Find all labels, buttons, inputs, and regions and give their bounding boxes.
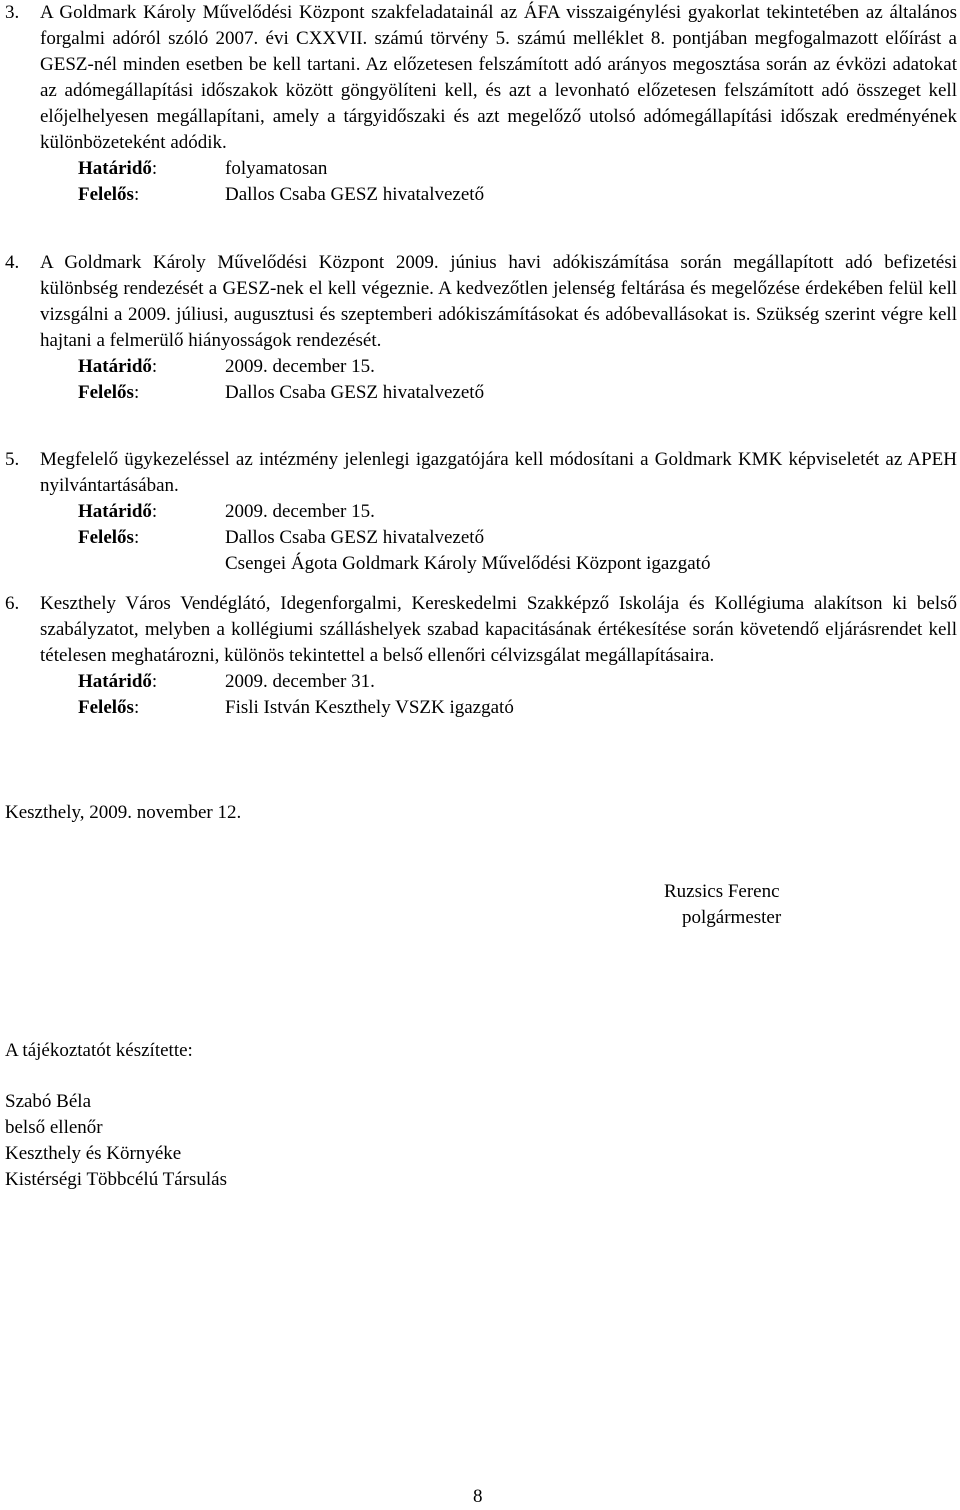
item-number: 6. — [5, 593, 20, 614]
responsible-label: Felelős — [78, 697, 134, 718]
deadline-label: Határidő — [78, 501, 152, 522]
item-6 — [5, 591, 957, 721]
item-number: 3. — [5, 2, 20, 23]
preparer-org-line2: Kistérségi Többcélú Társulás — [5, 1169, 227, 1190]
responsible-label: Felelős — [78, 382, 134, 403]
deadline-colon: : — [151, 671, 158, 692]
responsible-colon: : — [133, 697, 140, 718]
deadline-value: folyamatosan — [225, 158, 328, 179]
signature-name: Ruzsics Ferenc — [664, 881, 780, 902]
preparer-name: Szabó Béla — [5, 1091, 92, 1112]
deadline-value: 2009. december 31. — [225, 671, 375, 692]
deadline-colon: : — [151, 158, 158, 179]
item-5 — [5, 447, 957, 577]
responsible-value: Fisli István Keszthely VSZK igazgató — [225, 697, 514, 718]
item-number: 4. — [5, 252, 20, 273]
item-paragraph: Megfelelő ügykezeléssel az intézmény jelenlegi igazgatójára kell módosítani a Goldmark KMK képviseletét az APEH nyilvántartásában. — [40, 449, 957, 496]
deadline-colon: : — [151, 501, 158, 522]
responsible-colon: : — [133, 527, 140, 548]
item-4 — [5, 250, 957, 406]
deadline-label: Határidő — [78, 158, 152, 179]
responsible-label: Felelős — [78, 527, 134, 548]
preparer-role: belső ellenőr — [5, 1117, 103, 1138]
deadline-value: 2009. december 15. — [225, 356, 375, 377]
responsible-value: Dallos Csaba GESZ hivatalvezető — [225, 527, 485, 548]
item-paragraph: A Goldmark Károly Művelődési Központ 2009. június havi adókiszámítása során megállapított adó befizetési különbség rendezését a GESZ-nek el kell végeznie. A kedvezőtlen jelenség feltárása és megelőzése érdekében felül kell vizsgálni a 2009. júliusi, augusztusi és szeptemberi adókiszámításokat és adóbevallásokat is. Szükség szerint végre kell hajtani a felmerülő hiányosságok rendezését. — [40, 252, 957, 351]
responsible-extra: Csengei Ágota Goldmark Károly Művelődési Központ igazgató — [225, 553, 711, 574]
place-date: Keszthely, 2009. november 12. — [5, 802, 242, 823]
item-number: 5. — [5, 449, 20, 470]
deadline-value: 2009. december 15. — [225, 501, 375, 522]
responsible-label: Felelős — [78, 184, 134, 205]
signature-title: polgármester — [682, 907, 782, 928]
prepared-label: A tájékoztatót készítette: — [5, 1040, 193, 1061]
deadline-colon: : — [151, 356, 158, 377]
item-paragraph: Keszthely Város Vendéglátó, Idegenforgalmi, Kereskedelmi Szakképző Iskolája és Kollégiuma alakítson ki belső szabályzatot, melyben a kollégiumi szálláshelyek szabad kapacitásának értékesítése során követendő eljárásrendet kell tételesen meghatározni, különös tekintettel a belső ellenőri célvizsgálat megállapításaira. — [40, 593, 957, 666]
item-3 — [5, 0, 957, 208]
deadline-label: Határidő — [78, 671, 152, 692]
item-paragraph: A Goldmark Károly Művelődési Központ szakfeladatainál az ÁFA visszaigénylési gyakorlat tekintetében az általános forgalmi adóról szóló 2007. évi CXXVII. számú törvény 5. számú melléklet 8. pontjában megfogalmazott előírást a GESZ-nél minden esetben be kell tartani. Az előzetesen felszámított adó arányos megosztása során az évközi adatokat az adómegállapítási időszakok között göngyölíteni kell, és azt a levonható előzetesen felszámított adó összeget kell előjelhelyesen megállapítani, amely a tárgyidőszaki és azt megelőző utolsó adómegállapítási időszak eredményének különbözeteként adódik. — [40, 2, 957, 153]
responsible-colon: : — [133, 382, 140, 403]
page-number: 8 — [473, 1486, 483, 1507]
deadline-label: Határidő — [78, 356, 152, 377]
preparer-org-line1: Keszthely és Környéke — [5, 1143, 182, 1164]
responsible-value: Dallos Csaba GESZ hivatalvezető — [225, 382, 485, 403]
responsible-colon: : — [133, 184, 140, 205]
responsible-value: Dallos Csaba GESZ hivatalvezető — [225, 184, 485, 205]
